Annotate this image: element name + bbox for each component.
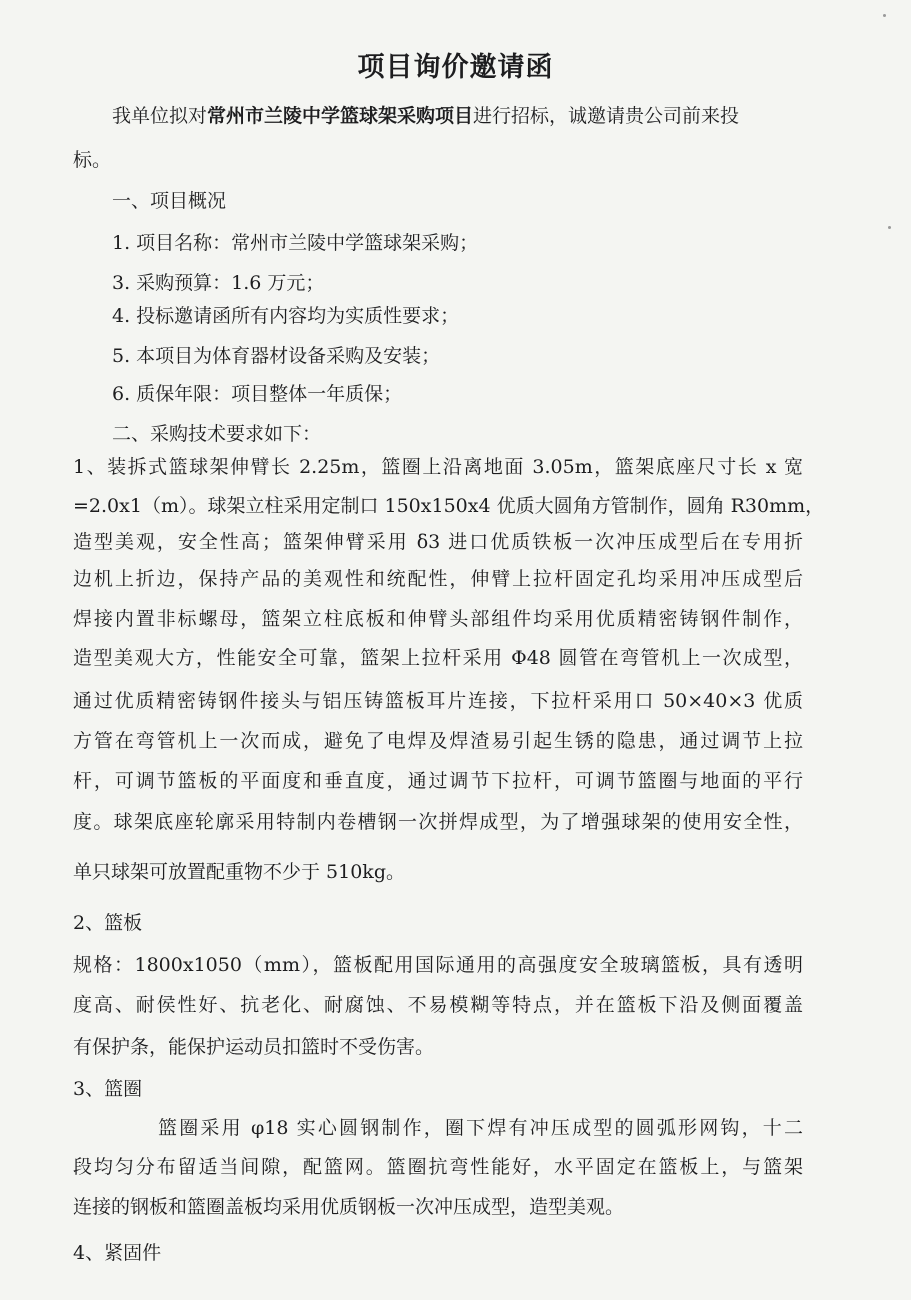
intro-prefix: 我单位拟对 — [112, 105, 208, 127]
paragraph1-line: 通过优质精密铸钢件接头与铝压铸篮板耳片连接，下拉杆采用口 50×40×3 优质 — [73, 690, 803, 712]
section1-item: 5. 本项目为体育器材设备采购及安装； — [112, 345, 441, 367]
paragraph1-line: 单只球架可放置配重物不少于 510kg。 — [73, 861, 405, 883]
paragraph1-line: 焊接内置非标螺母，篮架立柱底板和伸臂头部组件均采用优质精密铸钢件制作， — [73, 608, 803, 630]
scan-speck — [888, 226, 891, 229]
intro-line — [112, 101, 739, 131]
paragraph1-line: 度。球架底座轮廓采用特制内卷槽钢一次拼焊成型，为了增强球架的使用安全性， — [73, 811, 803, 833]
paragraph1-line: 方管在弯管机上一次而成，避免了电焊及焊渣易引起生锈的隐患，通过调节上拉 — [73, 730, 803, 752]
paragraph1-line: 造型美观大方，性能安全可靠，篮架上拉杆采用 Φ48 圆管在弯管机上一次成型， — [73, 647, 803, 669]
scan-speck — [883, 14, 886, 17]
paragraph3-line: 篮圈采用 φ18 实心圆钢制作，圈下焊有冲压成型的圆弧形网钩，十二 — [158, 1117, 803, 1139]
document-title: 项目询价邀请函 — [357, 52, 554, 83]
paragraph1-line: 杆，可调节篮板的平面度和垂直度，通过调节下拉杆，可调节篮圈与地面的平行 — [73, 770, 803, 792]
intro-suffix: 进行招标，诚邀请贵公司前来投 — [473, 105, 740, 127]
subsection-heading: 4、紧固件 — [73, 1242, 162, 1264]
intro-line-cont: 标。 — [73, 149, 112, 171]
paragraph1-line: 边机上折边，保持产品的美观性和统配性，伸臂上拉杆固定孔均采用冲压成型后 — [73, 568, 803, 590]
section1-item: 4. 投标邀请函所有内容均为实质性要求； — [112, 305, 460, 327]
project-name: 常州市兰陵中学篮球架采购项目 — [207, 105, 474, 127]
section1-item: 3. 采购预算：1.6 万元； — [112, 272, 325, 294]
paragraph1-line: 造型美观，安全性高；篮架伸臂采用 δ3 进口优质铁板一次冲压成型后在专用折 — [73, 531, 803, 553]
paragraph1-line: =2.0x1（m）。球架立柱采用定制口 150x150x4 优质大圆角方管制作，圆角 R30mm， — [73, 495, 825, 517]
paragraph2-line: 度高、耐侯性好、抗老化、耐腐蚀、不易模糊等特点，并在篮板下沿及侧面覆盖 — [73, 994, 803, 1016]
section1-heading: 一、项目概况 — [112, 190, 227, 212]
section1-item: 6. 质保年限：项目整体一年质保； — [112, 383, 403, 405]
section2-heading: 二、采购技术要求如下： — [112, 423, 322, 445]
paragraph3-line: 连接的钢板和篮圈盖板均采用优质钢板一次冲压成型，造型美观。 — [73, 1196, 625, 1218]
paragraph3-line: 段均匀分布留适当间隙，配篮网。篮圈抗弯性能好，水平固定在篮板上，与篮架 — [73, 1156, 803, 1178]
section1-item: 1. 项目名称：常州市兰陵中学篮球架采购； — [112, 232, 479, 254]
paragraph2-line: 有保护条，能保护运动员扣篮时不受伤害。 — [73, 1036, 435, 1058]
paragraph1-line: 1、装拆式篮球架伸臂长 2.25m，篮圈上沿离地面 3.05m，篮架底座尺寸长 x 宽 — [73, 456, 803, 478]
paragraph2-line: 规格：1800x1050（mm），篮板配用国际通用的高强度安全玻璃篮板，具有透明 — [73, 954, 803, 976]
subsection-heading: 2、篮板 — [73, 912, 143, 934]
subsection-heading: 3、篮圈 — [73, 1078, 143, 1100]
